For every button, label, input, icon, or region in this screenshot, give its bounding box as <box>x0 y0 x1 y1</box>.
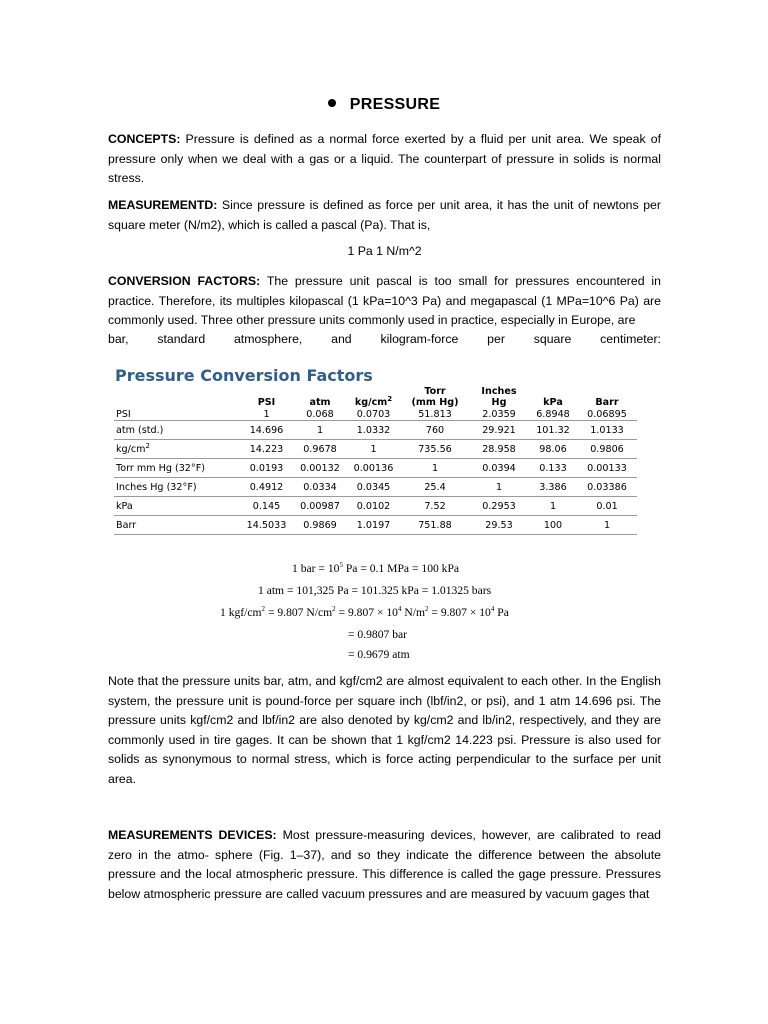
formula-kgf <box>220 606 509 619</box>
table-cell: 751.88 <box>401 516 469 535</box>
header-cell: Barr <box>595 397 619 408</box>
table-row <box>114 408 637 421</box>
formula-bar <box>292 562 459 575</box>
superscript: 2 <box>425 605 429 614</box>
table-cell: 101.32 <box>529 421 577 440</box>
devices-paragraph <box>108 826 661 904</box>
table-cell: 2.0359 <box>482 408 516 420</box>
table-cell: 28.958 <box>469 440 529 459</box>
table-cell: 0.00987 <box>294 497 346 516</box>
header-cell: Torr (mm Hg) <box>411 386 459 408</box>
formula-text: = 9.807 × 10 <box>335 606 398 619</box>
table-cell: 3.386 <box>529 478 577 497</box>
concepts-label: CONCEPTS: <box>108 132 181 146</box>
row-label-cell: Inches Hg (32°F) <box>114 478 239 497</box>
table-row <box>114 421 637 440</box>
table-cell: 6.8948 <box>536 408 570 420</box>
table-cell: 1.0197 <box>346 516 401 535</box>
table-cell: 0.0394 <box>469 459 529 478</box>
word: centimeter: <box>600 332 661 346</box>
table-row <box>114 440 637 459</box>
conversion-text: The pressure unit pascal is too small for pressures encountered in practice. Therefore, its multiples kilopascal (1 kPa=10^3 Pa) and megapascal (1 MPa=10^6 Pa) are commonly used. Three other pressure units commonly used in practice, especially in Europe, are <box>108 274 662 328</box>
table-cell: 1 <box>263 408 270 420</box>
header-cell <box>114 384 239 408</box>
superscript: 2 <box>387 394 393 403</box>
formula-text: 1 kgf/cm <box>220 606 262 619</box>
header-cell: Inches Hg <box>481 386 517 408</box>
table-cell: 29.921 <box>469 421 529 440</box>
table-cell: 1 <box>577 516 637 535</box>
table-cell: 0.0345 <box>346 478 401 497</box>
bullet-icon <box>328 99 336 107</box>
table-cell: 0.0703 <box>356 408 391 420</box>
word: bar, <box>108 332 129 346</box>
table-cell: 0.145 <box>239 497 294 516</box>
superscript: 4 <box>490 605 495 614</box>
table-cell: 0.9869 <box>294 516 346 535</box>
row-label-cell: kPa <box>114 497 239 516</box>
row-label-cell: atm (std.) <box>114 421 239 440</box>
table-cell: 14.223 <box>239 440 294 459</box>
word: atmosphere, <box>233 332 303 346</box>
formula-text: = 9.807 × 10 <box>428 606 491 619</box>
note-paragraph: Note that the pressure units bar, atm, and kgf/cm2 are almost equivalent to each other. In the English system, the pressure unit is pound-force per square inch (lbf/in2, or psi), and 1 atm 14.696 psi. The pressure units kgf/cm2 and lbf/in2 are also denoted by kg/cm2 and lb/in2, respectively, and they are commonly used in tire gages. It can be shown that 1 kgf/cm2 14.223 psi. Pressure is also used for solids as synonymous to normal stress, which is force acting perpendicular to the surface per unit area. <box>108 674 661 786</box>
table-title: Pressure Conversion Factors <box>115 366 373 385</box>
table-cell: 51.813 <box>418 408 452 420</box>
formula-atm: 1 atm = 101,325 Pa = 101.325 kPa = 1.01325 bars <box>258 584 492 597</box>
table-cell: 0.00132 <box>294 459 346 478</box>
table-cell: 0.068 <box>306 408 334 420</box>
table-cell: 98.06 <box>529 440 577 459</box>
conversion-last-line <box>108 330 661 350</box>
table-cell: 0.06895 <box>587 408 627 420</box>
word: per <box>487 332 505 346</box>
table-cell: 0.9806 <box>577 440 637 459</box>
row-label-cell: Barr <box>114 516 239 535</box>
table-cell: 1.0133 <box>577 421 637 440</box>
table-row <box>114 497 637 516</box>
page-title <box>0 96 768 114</box>
conversion-label: CONVERSION FACTORS: <box>108 274 261 288</box>
devices-text: Most pressure-measuring devices, however, are calibrated to read zero in the atmo- sphere (Fig. 1–37), and so they indicate the difference between the absolute pressure and the local atmospheric pressure. This difference is called the gage pressure. Pressures below atmospheric pressure are called vacuum pressures and are measured by vacuum gages that <box>108 828 661 901</box>
row-label-cell: $kg/cm^2$ <box>114 440 239 459</box>
title-text: PRESSURE <box>349 96 441 113</box>
measurement-text: Since pressure is defined as force per unit area, it has the unit of newtons per square meter (N/m2), which is called a pascal (Pa). That is, <box>108 198 661 232</box>
table-cell: 14.5033 <box>239 516 294 535</box>
table-cell: 29.53 <box>469 516 529 535</box>
table-cell: 1 <box>529 497 577 516</box>
formula-text: N/m <box>401 606 425 619</box>
table-cell: 0.9678 <box>294 440 346 459</box>
table-cell: 0.2953 <box>469 497 529 516</box>
table-cell: 1 <box>294 421 346 440</box>
word: square <box>533 332 572 346</box>
concepts-text: Pressure is defined as a normal force exerted by a fluid per unit area. We speak of pressure only when we deal with a gas or a liquid. The counterpart of pressure in solids is normal stress. <box>108 132 661 186</box>
header-cell: PSI <box>257 397 276 408</box>
table-cell: 0.133 <box>529 459 577 478</box>
formula-text: 1 bar = 10 <box>292 562 340 575</box>
header-cell <box>346 384 401 408</box>
table-cell: 1 <box>401 459 469 478</box>
table-cell: 735.56 <box>401 440 469 459</box>
devices-label: MEASUREMENTS DEVICES: <box>108 828 277 842</box>
header-cell: kPa <box>543 397 563 408</box>
table-cell: 0.0102 <box>346 497 401 516</box>
formula-bar-equiv: = 0.9807 bar <box>348 628 408 641</box>
table-cell: 0.00133 <box>577 459 637 478</box>
superscript: 2 <box>145 441 150 450</box>
conversion-paragraph <box>108 272 661 331</box>
table-cell: 0.0334 <box>294 478 346 497</box>
table-cell: 1 <box>469 478 529 497</box>
row-label-cell: PSI <box>116 408 131 420</box>
table-row <box>114 478 637 497</box>
table-cell: 0.00136 <box>346 459 401 478</box>
table-cell: 0.01 <box>577 497 637 516</box>
header-cell: atm <box>309 397 331 408</box>
table-cell: 1 <box>346 440 401 459</box>
word: kilogram-force <box>380 332 459 346</box>
table-cell: 25.4 <box>401 478 469 497</box>
superscript: 4 <box>397 605 402 614</box>
superscript: 5 <box>339 561 343 570</box>
table-cell: 0.03386 <box>577 478 637 497</box>
measurement-label: MEASUREMENTD: <box>108 198 218 212</box>
measurement-paragraph <box>108 196 661 235</box>
table-row <box>114 516 637 535</box>
table-cell: 100 <box>529 516 577 535</box>
formula-atm-equiv: = 0.9679 atm <box>348 648 410 661</box>
concepts-paragraph <box>108 130 661 189</box>
table-row <box>114 459 637 478</box>
formula-text: Pa = 0.1 MPa = 100 kPa <box>342 562 460 575</box>
word: and <box>331 332 352 346</box>
conversion-table-figure <box>110 362 642 540</box>
superscript: 2 <box>261 605 266 614</box>
conversion-formulas <box>220 560 560 660</box>
table-cell: 0.0193 <box>239 459 294 478</box>
conversion-table <box>114 384 637 535</box>
table-cell: 0.4912 <box>239 478 294 497</box>
row-label-cell: Torr mm Hg (32°F) <box>114 459 239 478</box>
header-text: kg/cm <box>354 397 388 408</box>
table-cell: 760 <box>401 421 469 440</box>
word: standard <box>157 332 206 346</box>
pascal-equation: 1 Pa 1 N/m^2 <box>347 244 422 258</box>
formula-text: = 9.807 N/cm <box>265 606 333 619</box>
table-header-row <box>114 384 637 408</box>
formula-text: Pa <box>494 606 509 619</box>
table-cell: 7.52 <box>401 497 469 516</box>
superscript: 2 <box>332 605 336 614</box>
table-cell: 1.0332 <box>346 421 401 440</box>
table-cell: 14.696 <box>239 421 294 440</box>
